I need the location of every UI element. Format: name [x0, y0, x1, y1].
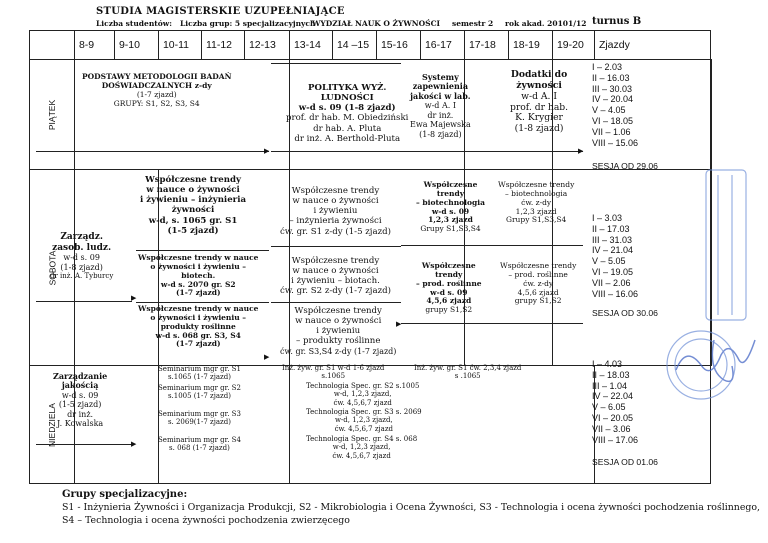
- divider-line: [271, 302, 401, 303]
- produkty-cw-block: Współczesne trendy – prod. roślinne ćw. z-dy 4,5,6 zjazd grupy S1,S2: [500, 261, 577, 306]
- podstawy-block: PODSTAWY METODOLOGII BADAŃ DOŚWIADCZALNYCH z-dy (1-7 zjazd) GRUPY: S1, S2, S3, S4: [82, 72, 232, 108]
- hour-header: 10-11: [158, 31, 201, 60]
- arrow-right-icon: ▶: [131, 440, 137, 448]
- academic-year-label: rok akad. 20101/12: [505, 19, 587, 28]
- hour-header: 8-9: [74, 31, 114, 60]
- turn-label: turnus B: [592, 16, 642, 27]
- hour-header: 14 –15: [332, 31, 376, 60]
- groups-label: Liczba grup: 5 specjalizacyjnych: [180, 19, 316, 28]
- divider-line: [136, 250, 269, 251]
- zjazdy-header: Zjazdy: [594, 31, 710, 60]
- day-label-saturday: SOBOTA: [30, 170, 75, 366]
- technologia-s3: Technologia Spec. gr. S3 s. 2069 w-d, 1,2,3 zjazd, ćw. 4,5,6,7 zjazd: [306, 408, 422, 433]
- arrow-right-icon: ▶: [264, 147, 270, 155]
- day-label-friday: PIĄTEK: [30, 60, 75, 170]
- saturday-zjazdy-list: I – 3.03 II – 17.03 III – 31.03 IV – 21.04 V – 5.05 VI – 19.05 VII – 2.06 VIII – 16.06: [592, 213, 639, 299]
- friday-arrow-line: [36, 151, 269, 152]
- hour-header: 11-12: [201, 31, 244, 60]
- footer-groups-line1: S1 - Inżynieria Żywności i Organizacja Produkcji, S2 - Mikrobiologia i Ocena Żywności, S3 - Technologia i ocena żywności pochodzenia roślinnego,: [62, 502, 760, 513]
- cw-inzynieria-block: Współczesne trendy w nauce o żywności i żywieniu – inżynieria żywności ćw. gr. S1 z-dy (1-5 zjazd): [280, 186, 391, 237]
- saturday-arrow-line: [36, 301, 132, 302]
- day-label-sunday: NIEDZIELA: [30, 366, 75, 484]
- cw-produkty-block: Współczesne trendy w nauce o żywności i żywieniu – produkty roślinne ćw. gr. S3,S4 z-dy (1-7 zjazd): [280, 306, 397, 356]
- divider-line: [401, 323, 583, 324]
- hour-header: 17-18: [464, 31, 508, 60]
- zarzadzanie-block: Zarządzanie jakością w-d s. 09 (1-5 zjazd) dr inż. J. Kowalska: [53, 371, 108, 429]
- trendy-produkty-block: Współczesne trendy w nauce o żywności i żywieniu – produkty roślinne w-d s. 068 gr. S3, S4 (1-7 zjazd): [138, 304, 259, 349]
- hour-header: 16-17: [420, 31, 464, 60]
- trendy-inzynieria-block: Współczesne trendy w nauce o żywności i żywieniu – inżynieria żywności w-d, s. 1065 gr. S1 (1-5 zjazd): [140, 175, 247, 236]
- students-label: Liczba studentów:: [96, 19, 172, 28]
- official-stamp-icon: [606, 150, 766, 410]
- hours-row: [30, 31, 712, 60]
- seminar-s2: Seminarium mgr gr. S2 s.1005 (1-7 zjazd): [158, 384, 241, 401]
- inz-wd-block: Inż. żyw. gr. S1 w-d 1-6 zjazd s.1065: [282, 364, 385, 381]
- footer-title: Grupy specjalizacyjne:: [62, 489, 188, 500]
- cw-biotech-block: Współczesne trendy w nauce o żywności i żywieniu – biotach. ćw. gr. S2 z-dy (1-7 zjazd): [280, 256, 391, 297]
- hour-header: 15-16: [376, 31, 420, 60]
- zarzadz-block: Zarządz. zasob. ludz. w-d s. 09 (1-8 zjazd) dr inż. A. Tyburcy: [50, 232, 114, 281]
- dodatki-block: Dodatki do żywności w-d A. I prof. dr hab. K. Krygier (1-8 zjazd): [510, 69, 569, 135]
- arrow-right-icon: ▶: [396, 320, 402, 328]
- technologia-s4: Technologia Spec. gr. S4 s. 068 w-d, 1,2,3 zjazd, ćw. 4,5,6,7 zjazd: [306, 435, 418, 460]
- sunday-zjazdy-list: I – 4.03 II – 18.03 III – 1.04 IV – 22.04 V – 6.05 VI – 20.05 VII – 3.06 VIII – 17.06: [592, 359, 639, 445]
- divider-line: [136, 302, 269, 303]
- department-label: WYDZIAŁ NAUK O ŻYWNOŚCI: [312, 19, 441, 28]
- sunday-arrow-line: [36, 444, 134, 445]
- arrow-right-icon: ▶: [264, 353, 270, 361]
- polityka-block: POLITYKA WYŻ. LUDNOŚCI w-d s. 09 (1-8 zjazd) prof. dr hab. M. Obiedziński dr hab. A. Pluta dr inż. A. Berthold-Pluta: [286, 83, 409, 144]
- semester-label: semestr 2: [452, 19, 494, 28]
- hour-header: 18-19: [508, 31, 552, 60]
- seminar-s3: Seminarium mgr gr. S3 s. 2069(1-7 zjazd): [158, 410, 241, 427]
- sunday-sesja: SESJA OD 01.06: [592, 457, 658, 467]
- hour-header: 13-14: [289, 31, 332, 60]
- friday-arrow-line: [271, 63, 401, 64]
- friday-zjazdy-list: I – 2.03 II – 16.03 III – 30.03 IV – 20.04 V – 4.05 VI – 18.05 VII – 1.06 VIII – 15.06: [592, 62, 639, 148]
- document-title: STUDIA MAGISTERSKIE UZUPEŁNIAJĄCE: [96, 6, 345, 17]
- arrow-right-icon: ▶: [131, 294, 137, 302]
- produkty-wd-block: Współczesne trendy – prod. roślinne w-d s. 09 4,5,6 zjazd grupy S1,S2: [416, 261, 482, 315]
- friday-sesja: SESJA OD 29.06: [592, 161, 658, 171]
- seminar-s1: Seminarium mgr gr. S1 s.1065 (1-7 zjazd): [158, 365, 241, 382]
- divider-line: [401, 245, 583, 246]
- inz-cw-block: Inż. żyw. gr. S1 ćw. 2,3,4 zjazd s .1065: [414, 364, 522, 381]
- hour-header: 9-10: [114, 31, 158, 60]
- hour-header: 12-13: [244, 31, 289, 60]
- biotech-wd-block: Współczesne trendy – biotechnologia w-d s. 09 1,2,3 zjazd Grupy S1,S3,S4: [416, 180, 485, 234]
- hour-header: 19-20: [552, 31, 594, 60]
- footer-groups-line2: S4 – Technologia i ocena żywności pochodzenia zwierzęcego: [62, 515, 350, 526]
- divider-line: [271, 246, 401, 247]
- friday-arrow-line: [271, 151, 583, 152]
- trendy-biotech-block: Współczesne trendy w nauce o żywności i żywieniu – biotech. w-d s. 2070 gr. S2 (1-7 zjazd): [138, 253, 259, 298]
- biotech-cw-block: Współczesne trendy – biotechnologia ćw. z-dy 1,2,3 zjazd Grupy S1,S3,S4: [498, 180, 575, 225]
- saturday-sesja: SESJA OD 30.06: [592, 308, 658, 318]
- corner-cell: [30, 31, 75, 60]
- technologia-s2: Technologia Spec. gr. S2 s.1005 w-d, 1,2,3 zjazd, ćw. 4,5,6,7 zjazd: [306, 382, 420, 407]
- systemy-block: Systemy zapewnienia jakości w lab. w-d A. I dr inż. Ewa Majewska (1-8 zjazd): [410, 72, 471, 139]
- arrow-right-icon: ▶: [578, 147, 584, 155]
- seminar-s4: Seminarium mgr gr. S4 s. 068 (1-7 zjazd): [158, 436, 241, 453]
